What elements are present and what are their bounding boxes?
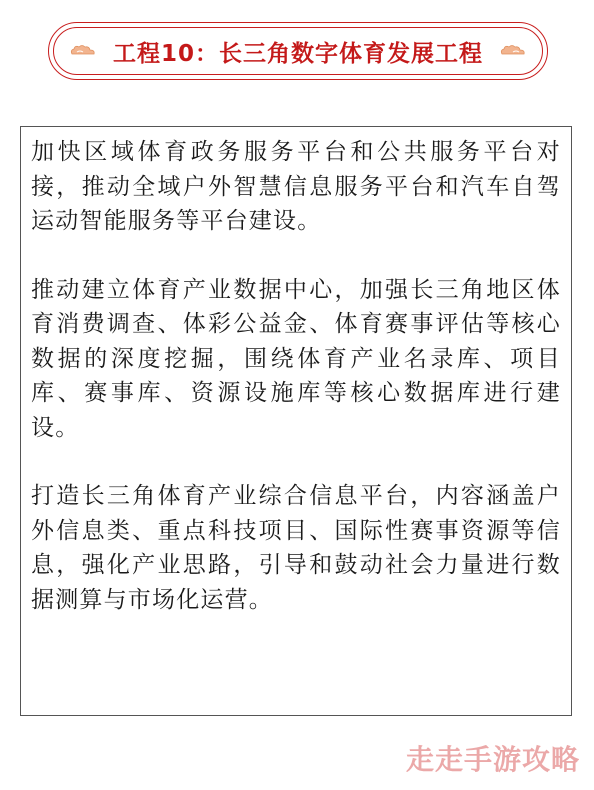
cloud-ornament-icon — [498, 43, 528, 59]
content-box — [20, 126, 572, 716]
paragraph-2: 推动建立体育产业数据中心，加强长三角地区体育消费调查、体彩公益金、体育赛事评估等核心数据的深度挖掘，围绕体育产业名录库、项目库、赛事库、资源设施库等核心数据库进行建设。 — [31, 276, 561, 441]
banner-title: 工程10：长三角数字体育发展工程 — [112, 40, 483, 67]
banner-inner-frame — [53, 27, 543, 75]
paragraph-1: 加快区域体育政务服务平台和公共服务平台对接，推动全域户外智慧信息服务平台和汽车自驾运动智能服务等平台建设。 — [31, 139, 561, 234]
paragraph-3: 打造长三角体育产业综合信息平台，内容涵盖户外信息类、重点科技项目、国际性赛事资源等信息，强化产业思路，引导和鼓动社会力量进行数据测算与市场化运营。 — [31, 483, 561, 613]
cloud-ornament-icon — [68, 43, 98, 59]
watermark: 走走手游攻略 — [405, 743, 580, 776]
banner-frame — [48, 22, 548, 80]
